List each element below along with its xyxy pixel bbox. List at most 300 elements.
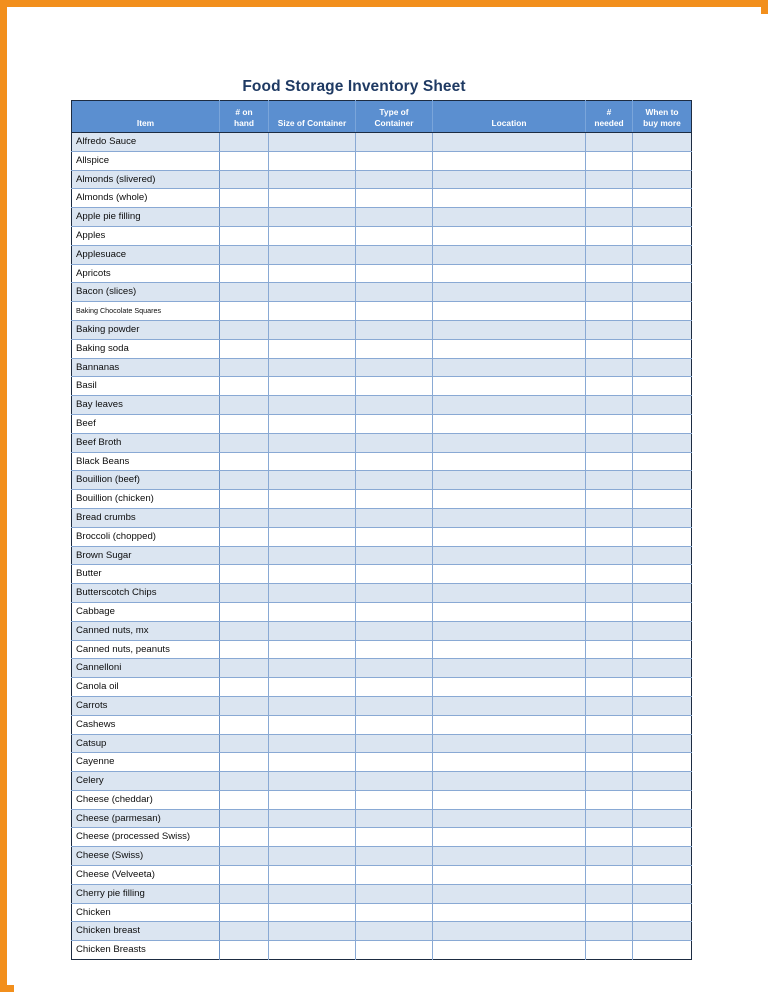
- cell-item[interactable]: Baking soda: [72, 339, 220, 358]
- cell-location[interactable]: [433, 189, 586, 208]
- column-header-type-of-container[interactable]: [356, 101, 433, 133]
- cell-item[interactable]: Cheese (Swiss): [72, 847, 220, 866]
- cell-needed[interactable]: [586, 339, 633, 358]
- cell-type-of-container[interactable]: [356, 264, 433, 283]
- cell-size-of-container[interactable]: [269, 640, 356, 659]
- cell-item[interactable]: Cheese (processed Swiss): [72, 828, 220, 847]
- cell-item[interactable]: Apples: [72, 226, 220, 245]
- cell-when-to-buy-more[interactable]: [633, 414, 692, 433]
- cell-on-hand[interactable]: [220, 302, 269, 321]
- cell-item[interactable]: Canned nuts, mx: [72, 621, 220, 640]
- cell-when-to-buy-more[interactable]: [633, 584, 692, 603]
- cell-when-to-buy-more[interactable]: [633, 151, 692, 170]
- cell-type-of-container[interactable]: [356, 621, 433, 640]
- cell-type-of-container[interactable]: [356, 565, 433, 584]
- cell-when-to-buy-more[interactable]: [633, 922, 692, 941]
- cell-type-of-container[interactable]: [356, 358, 433, 377]
- cell-type-of-container[interactable]: [356, 753, 433, 772]
- cell-when-to-buy-more[interactable]: [633, 678, 692, 697]
- cell-needed[interactable]: [586, 565, 633, 584]
- cell-location[interactable]: [433, 546, 586, 565]
- cell-size-of-container[interactable]: [269, 151, 356, 170]
- cell-size-of-container[interactable]: [269, 584, 356, 603]
- cell-when-to-buy-more[interactable]: [633, 847, 692, 866]
- cell-when-to-buy-more[interactable]: [633, 715, 692, 734]
- cell-size-of-container[interactable]: [269, 602, 356, 621]
- cell-when-to-buy-more[interactable]: [633, 772, 692, 791]
- cell-size-of-container[interactable]: [269, 320, 356, 339]
- cell-on-hand[interactable]: [220, 941, 269, 960]
- cell-item[interactable]: Brown Sugar: [72, 546, 220, 565]
- cell-on-hand[interactable]: [220, 151, 269, 170]
- cell-size-of-container[interactable]: [269, 471, 356, 490]
- column-header-when-to-buy-more[interactable]: [633, 101, 692, 133]
- cell-on-hand[interactable]: [220, 602, 269, 621]
- cell-on-hand[interactable]: [220, 866, 269, 885]
- cell-item[interactable]: Apricots: [72, 264, 220, 283]
- cell-item[interactable]: Applesuace: [72, 245, 220, 264]
- cell-on-hand[interactable]: [220, 490, 269, 509]
- cell-type-of-container[interactable]: [356, 602, 433, 621]
- cell-size-of-container[interactable]: [269, 133, 356, 152]
- cell-size-of-container[interactable]: [269, 339, 356, 358]
- column-header-on-hand[interactable]: [220, 101, 269, 133]
- cell-on-hand[interactable]: [220, 772, 269, 791]
- cell-size-of-container[interactable]: [269, 772, 356, 791]
- cell-when-to-buy-more[interactable]: [633, 809, 692, 828]
- cell-item[interactable]: Cherry pie filling: [72, 884, 220, 903]
- cell-location[interactable]: [433, 847, 586, 866]
- cell-location[interactable]: [433, 790, 586, 809]
- cell-needed[interactable]: [586, 226, 633, 245]
- cell-item[interactable]: Chicken Breasts: [72, 941, 220, 960]
- cell-size-of-container[interactable]: [269, 302, 356, 321]
- cell-on-hand[interactable]: [220, 809, 269, 828]
- cell-location[interactable]: [433, 715, 586, 734]
- cell-item[interactable]: Chicken breast: [72, 922, 220, 941]
- cell-item[interactable]: Allspice: [72, 151, 220, 170]
- cell-when-to-buy-more[interactable]: [633, 508, 692, 527]
- cell-needed[interactable]: [586, 433, 633, 452]
- cell-type-of-container[interactable]: [356, 546, 433, 565]
- cell-needed[interactable]: [586, 696, 633, 715]
- cell-on-hand[interactable]: [220, 170, 269, 189]
- cell-type-of-container[interactable]: [356, 790, 433, 809]
- cell-type-of-container[interactable]: [356, 941, 433, 960]
- cell-needed[interactable]: [586, 640, 633, 659]
- cell-on-hand[interactable]: [220, 264, 269, 283]
- cell-when-to-buy-more[interactable]: [633, 452, 692, 471]
- cell-on-hand[interactable]: [220, 452, 269, 471]
- cell-location[interactable]: [433, 508, 586, 527]
- cell-on-hand[interactable]: [220, 847, 269, 866]
- cell-type-of-container[interactable]: [356, 809, 433, 828]
- cell-type-of-container[interactable]: [356, 734, 433, 753]
- cell-on-hand[interactable]: [220, 527, 269, 546]
- cell-when-to-buy-more[interactable]: [633, 659, 692, 678]
- cell-type-of-container[interactable]: [356, 471, 433, 490]
- cell-type-of-container[interactable]: [356, 245, 433, 264]
- cell-needed[interactable]: [586, 471, 633, 490]
- cell-when-to-buy-more[interactable]: [633, 396, 692, 415]
- cell-item[interactable]: Apple pie filling: [72, 208, 220, 227]
- cell-on-hand[interactable]: [220, 696, 269, 715]
- cell-size-of-container[interactable]: [269, 546, 356, 565]
- cell-on-hand[interactable]: [220, 189, 269, 208]
- cell-type-of-container[interactable]: [356, 527, 433, 546]
- cell-item[interactable]: Beef Broth: [72, 433, 220, 452]
- cell-needed[interactable]: [586, 678, 633, 697]
- cell-location[interactable]: [433, 828, 586, 847]
- cell-needed[interactable]: [586, 358, 633, 377]
- cell-item[interactable]: Black Beans: [72, 452, 220, 471]
- cell-when-to-buy-more[interactable]: [633, 358, 692, 377]
- cell-location[interactable]: [433, 320, 586, 339]
- cell-needed[interactable]: [586, 490, 633, 509]
- cell-size-of-container[interactable]: [269, 621, 356, 640]
- cell-type-of-container[interactable]: [356, 208, 433, 227]
- cell-when-to-buy-more[interactable]: [633, 245, 692, 264]
- cell-location[interactable]: [433, 226, 586, 245]
- cell-size-of-container[interactable]: [269, 866, 356, 885]
- cell-size-of-container[interactable]: [269, 828, 356, 847]
- cell-item[interactable]: Cheese (cheddar): [72, 790, 220, 809]
- cell-on-hand[interactable]: [220, 565, 269, 584]
- cell-item[interactable]: Baking Chocolate Squares: [72, 302, 220, 321]
- cell-needed[interactable]: [586, 377, 633, 396]
- cell-needed[interactable]: [586, 508, 633, 527]
- cell-item[interactable]: Bouillion (chicken): [72, 490, 220, 509]
- cell-when-to-buy-more[interactable]: [633, 941, 692, 960]
- cell-type-of-container[interactable]: [356, 828, 433, 847]
- cell-location[interactable]: [433, 903, 586, 922]
- cell-type-of-container[interactable]: [356, 678, 433, 697]
- cell-type-of-container[interactable]: [356, 884, 433, 903]
- cell-needed[interactable]: [586, 884, 633, 903]
- cell-needed[interactable]: [586, 133, 633, 152]
- cell-needed[interactable]: [586, 452, 633, 471]
- cell-needed[interactable]: [586, 320, 633, 339]
- cell-size-of-container[interactable]: [269, 283, 356, 302]
- column-header-item[interactable]: [72, 101, 220, 133]
- cell-on-hand[interactable]: [220, 753, 269, 772]
- cell-item[interactable]: Carrots: [72, 696, 220, 715]
- cell-type-of-container[interactable]: [356, 452, 433, 471]
- cell-size-of-container[interactable]: [269, 678, 356, 697]
- cell-type-of-container[interactable]: [356, 490, 433, 509]
- cell-type-of-container[interactable]: [356, 302, 433, 321]
- cell-location[interactable]: [433, 734, 586, 753]
- cell-location[interactable]: [433, 527, 586, 546]
- cell-item[interactable]: Bay leaves: [72, 396, 220, 415]
- cell-when-to-buy-more[interactable]: [633, 696, 692, 715]
- cell-on-hand[interactable]: [220, 884, 269, 903]
- cell-item[interactable]: Baking powder: [72, 320, 220, 339]
- cell-size-of-container[interactable]: [269, 490, 356, 509]
- cell-size-of-container[interactable]: [269, 565, 356, 584]
- cell-size-of-container[interactable]: [269, 753, 356, 772]
- cell-item[interactable]: Broccoli (chopped): [72, 527, 220, 546]
- cell-item[interactable]: Cashews: [72, 715, 220, 734]
- column-header-needed[interactable]: [586, 101, 633, 133]
- cell-when-to-buy-more[interactable]: [633, 640, 692, 659]
- cell-size-of-container[interactable]: [269, 508, 356, 527]
- cell-size-of-container[interactable]: [269, 884, 356, 903]
- cell-on-hand[interactable]: [220, 433, 269, 452]
- cell-type-of-container[interactable]: [356, 659, 433, 678]
- cell-location[interactable]: [433, 283, 586, 302]
- cell-location[interactable]: [433, 772, 586, 791]
- cell-size-of-container[interactable]: [269, 264, 356, 283]
- cell-needed[interactable]: [586, 790, 633, 809]
- cell-location[interactable]: [433, 302, 586, 321]
- cell-on-hand[interactable]: [220, 903, 269, 922]
- cell-type-of-container[interactable]: [356, 922, 433, 941]
- cell-location[interactable]: [433, 151, 586, 170]
- cell-needed[interactable]: [586, 941, 633, 960]
- cell-location[interactable]: [433, 471, 586, 490]
- cell-size-of-container[interactable]: [269, 226, 356, 245]
- cell-when-to-buy-more[interactable]: [633, 790, 692, 809]
- cell-item[interactable]: Cayenne: [72, 753, 220, 772]
- cell-needed[interactable]: [586, 772, 633, 791]
- cell-when-to-buy-more[interactable]: [633, 753, 692, 772]
- cell-item[interactable]: Chicken: [72, 903, 220, 922]
- cell-type-of-container[interactable]: [356, 189, 433, 208]
- cell-type-of-container[interactable]: [356, 508, 433, 527]
- cell-when-to-buy-more[interactable]: [633, 170, 692, 189]
- cell-size-of-container[interactable]: [269, 790, 356, 809]
- cell-needed[interactable]: [586, 414, 633, 433]
- cell-when-to-buy-more[interactable]: [633, 283, 692, 302]
- cell-size-of-container[interactable]: [269, 715, 356, 734]
- cell-on-hand[interactable]: [220, 245, 269, 264]
- cell-when-to-buy-more[interactable]: [633, 302, 692, 321]
- column-header-location[interactable]: [433, 101, 586, 133]
- cell-needed[interactable]: [586, 734, 633, 753]
- cell-type-of-container[interactable]: [356, 715, 433, 734]
- cell-size-of-container[interactable]: [269, 189, 356, 208]
- cell-item[interactable]: Cabbage: [72, 602, 220, 621]
- cell-when-to-buy-more[interactable]: [633, 884, 692, 903]
- cell-needed[interactable]: [586, 151, 633, 170]
- cell-location[interactable]: [433, 490, 586, 509]
- cell-location[interactable]: [433, 602, 586, 621]
- cell-location[interactable]: [433, 884, 586, 903]
- cell-needed[interactable]: [586, 922, 633, 941]
- cell-item[interactable]: Butterscotch Chips: [72, 584, 220, 603]
- cell-on-hand[interactable]: [220, 226, 269, 245]
- cell-type-of-container[interactable]: [356, 866, 433, 885]
- cell-needed[interactable]: [586, 659, 633, 678]
- cell-location[interactable]: [433, 452, 586, 471]
- cell-needed[interactable]: [586, 283, 633, 302]
- cell-needed[interactable]: [586, 828, 633, 847]
- cell-type-of-container[interactable]: [356, 584, 433, 603]
- cell-location[interactable]: [433, 659, 586, 678]
- cell-item[interactable]: Canned nuts, peanuts: [72, 640, 220, 659]
- cell-location[interactable]: [433, 339, 586, 358]
- cell-on-hand[interactable]: [220, 584, 269, 603]
- cell-needed[interactable]: [586, 170, 633, 189]
- cell-location[interactable]: [433, 170, 586, 189]
- cell-on-hand[interactable]: [220, 358, 269, 377]
- cell-type-of-container[interactable]: [356, 414, 433, 433]
- cell-location[interactable]: [433, 678, 586, 697]
- cell-type-of-container[interactable]: [356, 170, 433, 189]
- cell-needed[interactable]: [586, 602, 633, 621]
- cell-on-hand[interactable]: [220, 414, 269, 433]
- cell-size-of-container[interactable]: [269, 847, 356, 866]
- cell-on-hand[interactable]: [220, 922, 269, 941]
- cell-location[interactable]: [433, 264, 586, 283]
- cell-on-hand[interactable]: [220, 377, 269, 396]
- cell-on-hand[interactable]: [220, 621, 269, 640]
- cell-size-of-container[interactable]: [269, 208, 356, 227]
- cell-on-hand[interactable]: [220, 471, 269, 490]
- cell-size-of-container[interactable]: [269, 809, 356, 828]
- cell-size-of-container[interactable]: [269, 527, 356, 546]
- cell-size-of-container[interactable]: [269, 433, 356, 452]
- cell-type-of-container[interactable]: [356, 433, 433, 452]
- cell-when-to-buy-more[interactable]: [633, 866, 692, 885]
- cell-type-of-container[interactable]: [356, 377, 433, 396]
- cell-when-to-buy-more[interactable]: [633, 903, 692, 922]
- cell-size-of-container[interactable]: [269, 170, 356, 189]
- cell-item[interactable]: Celery: [72, 772, 220, 791]
- cell-location[interactable]: [433, 414, 586, 433]
- cell-size-of-container[interactable]: [269, 941, 356, 960]
- cell-size-of-container[interactable]: [269, 245, 356, 264]
- cell-item[interactable]: Canola oil: [72, 678, 220, 697]
- cell-when-to-buy-more[interactable]: [633, 602, 692, 621]
- cell-on-hand[interactable]: [220, 790, 269, 809]
- cell-type-of-container[interactable]: [356, 772, 433, 791]
- cell-location[interactable]: [433, 621, 586, 640]
- cell-location[interactable]: [433, 922, 586, 941]
- cell-when-to-buy-more[interactable]: [633, 734, 692, 753]
- cell-when-to-buy-more[interactable]: [633, 377, 692, 396]
- cell-size-of-container[interactable]: [269, 396, 356, 415]
- cell-size-of-container[interactable]: [269, 922, 356, 941]
- cell-type-of-container[interactable]: [356, 640, 433, 659]
- cell-location[interactable]: [433, 809, 586, 828]
- cell-location[interactable]: [433, 396, 586, 415]
- cell-type-of-container[interactable]: [356, 339, 433, 358]
- cell-when-to-buy-more[interactable]: [633, 226, 692, 245]
- cell-type-of-container[interactable]: [356, 226, 433, 245]
- cell-needed[interactable]: [586, 715, 633, 734]
- cell-when-to-buy-more[interactable]: [633, 133, 692, 152]
- cell-on-hand[interactable]: [220, 659, 269, 678]
- cell-location[interactable]: [433, 377, 586, 396]
- cell-needed[interactable]: [586, 527, 633, 546]
- cell-location[interactable]: [433, 866, 586, 885]
- cell-type-of-container[interactable]: [356, 151, 433, 170]
- cell-needed[interactable]: [586, 866, 633, 885]
- cell-item[interactable]: Butter: [72, 565, 220, 584]
- cell-needed[interactable]: [586, 264, 633, 283]
- cell-needed[interactable]: [586, 753, 633, 772]
- cell-location[interactable]: [433, 753, 586, 772]
- cell-item[interactable]: Catsup: [72, 734, 220, 753]
- cell-when-to-buy-more[interactable]: [633, 189, 692, 208]
- cell-type-of-container[interactable]: [356, 133, 433, 152]
- cell-size-of-container[interactable]: [269, 734, 356, 753]
- cell-needed[interactable]: [586, 208, 633, 227]
- cell-type-of-container[interactable]: [356, 696, 433, 715]
- cell-size-of-container[interactable]: [269, 696, 356, 715]
- cell-needed[interactable]: [586, 847, 633, 866]
- cell-on-hand[interactable]: [220, 339, 269, 358]
- cell-when-to-buy-more[interactable]: [633, 546, 692, 565]
- cell-item[interactable]: Almonds (slivered): [72, 170, 220, 189]
- cell-needed[interactable]: [586, 245, 633, 264]
- cell-on-hand[interactable]: [220, 678, 269, 697]
- cell-needed[interactable]: [586, 809, 633, 828]
- cell-needed[interactable]: [586, 621, 633, 640]
- cell-when-to-buy-more[interactable]: [633, 320, 692, 339]
- cell-on-hand[interactable]: [220, 828, 269, 847]
- cell-item[interactable]: Beef: [72, 414, 220, 433]
- cell-on-hand[interactable]: [220, 640, 269, 659]
- cell-location[interactable]: [433, 245, 586, 264]
- cell-item[interactable]: Almonds (whole): [72, 189, 220, 208]
- cell-on-hand[interactable]: [220, 546, 269, 565]
- cell-when-to-buy-more[interactable]: [633, 527, 692, 546]
- cell-on-hand[interactable]: [220, 320, 269, 339]
- cell-size-of-container[interactable]: [269, 659, 356, 678]
- cell-location[interactable]: [433, 640, 586, 659]
- cell-item[interactable]: Basil: [72, 377, 220, 396]
- cell-when-to-buy-more[interactable]: [633, 433, 692, 452]
- cell-location[interactable]: [433, 565, 586, 584]
- cell-when-to-buy-more[interactable]: [633, 565, 692, 584]
- cell-location[interactable]: [433, 358, 586, 377]
- cell-item[interactable]: Cannelloni: [72, 659, 220, 678]
- cell-when-to-buy-more[interactable]: [633, 490, 692, 509]
- cell-location[interactable]: [433, 584, 586, 603]
- cell-on-hand[interactable]: [220, 396, 269, 415]
- cell-on-hand[interactable]: [220, 734, 269, 753]
- cell-on-hand[interactable]: [220, 715, 269, 734]
- cell-type-of-container[interactable]: [356, 396, 433, 415]
- cell-item[interactable]: Alfredo Sauce: [72, 133, 220, 152]
- cell-size-of-container[interactable]: [269, 414, 356, 433]
- cell-item[interactable]: Cheese (Velveeta): [72, 866, 220, 885]
- column-header-size-of-container[interactable]: [269, 101, 356, 133]
- cell-needed[interactable]: [586, 189, 633, 208]
- cell-when-to-buy-more[interactable]: [633, 208, 692, 227]
- cell-size-of-container[interactable]: [269, 377, 356, 396]
- cell-type-of-container[interactable]: [356, 283, 433, 302]
- cell-item[interactable]: Cheese (parmesan): [72, 809, 220, 828]
- cell-needed[interactable]: [586, 546, 633, 565]
- cell-on-hand[interactable]: [220, 208, 269, 227]
- cell-item[interactable]: Bread crumbs: [72, 508, 220, 527]
- cell-when-to-buy-more[interactable]: [633, 621, 692, 640]
- cell-needed[interactable]: [586, 302, 633, 321]
- cell-item[interactable]: Bannanas: [72, 358, 220, 377]
- cell-needed[interactable]: [586, 584, 633, 603]
- cell-item[interactable]: Bacon (slices): [72, 283, 220, 302]
- cell-location[interactable]: [433, 941, 586, 960]
- cell-item[interactable]: Bouillion (beef): [72, 471, 220, 490]
- cell-needed[interactable]: [586, 903, 633, 922]
- cell-on-hand[interactable]: [220, 283, 269, 302]
- cell-size-of-container[interactable]: [269, 903, 356, 922]
- cell-needed[interactable]: [586, 396, 633, 415]
